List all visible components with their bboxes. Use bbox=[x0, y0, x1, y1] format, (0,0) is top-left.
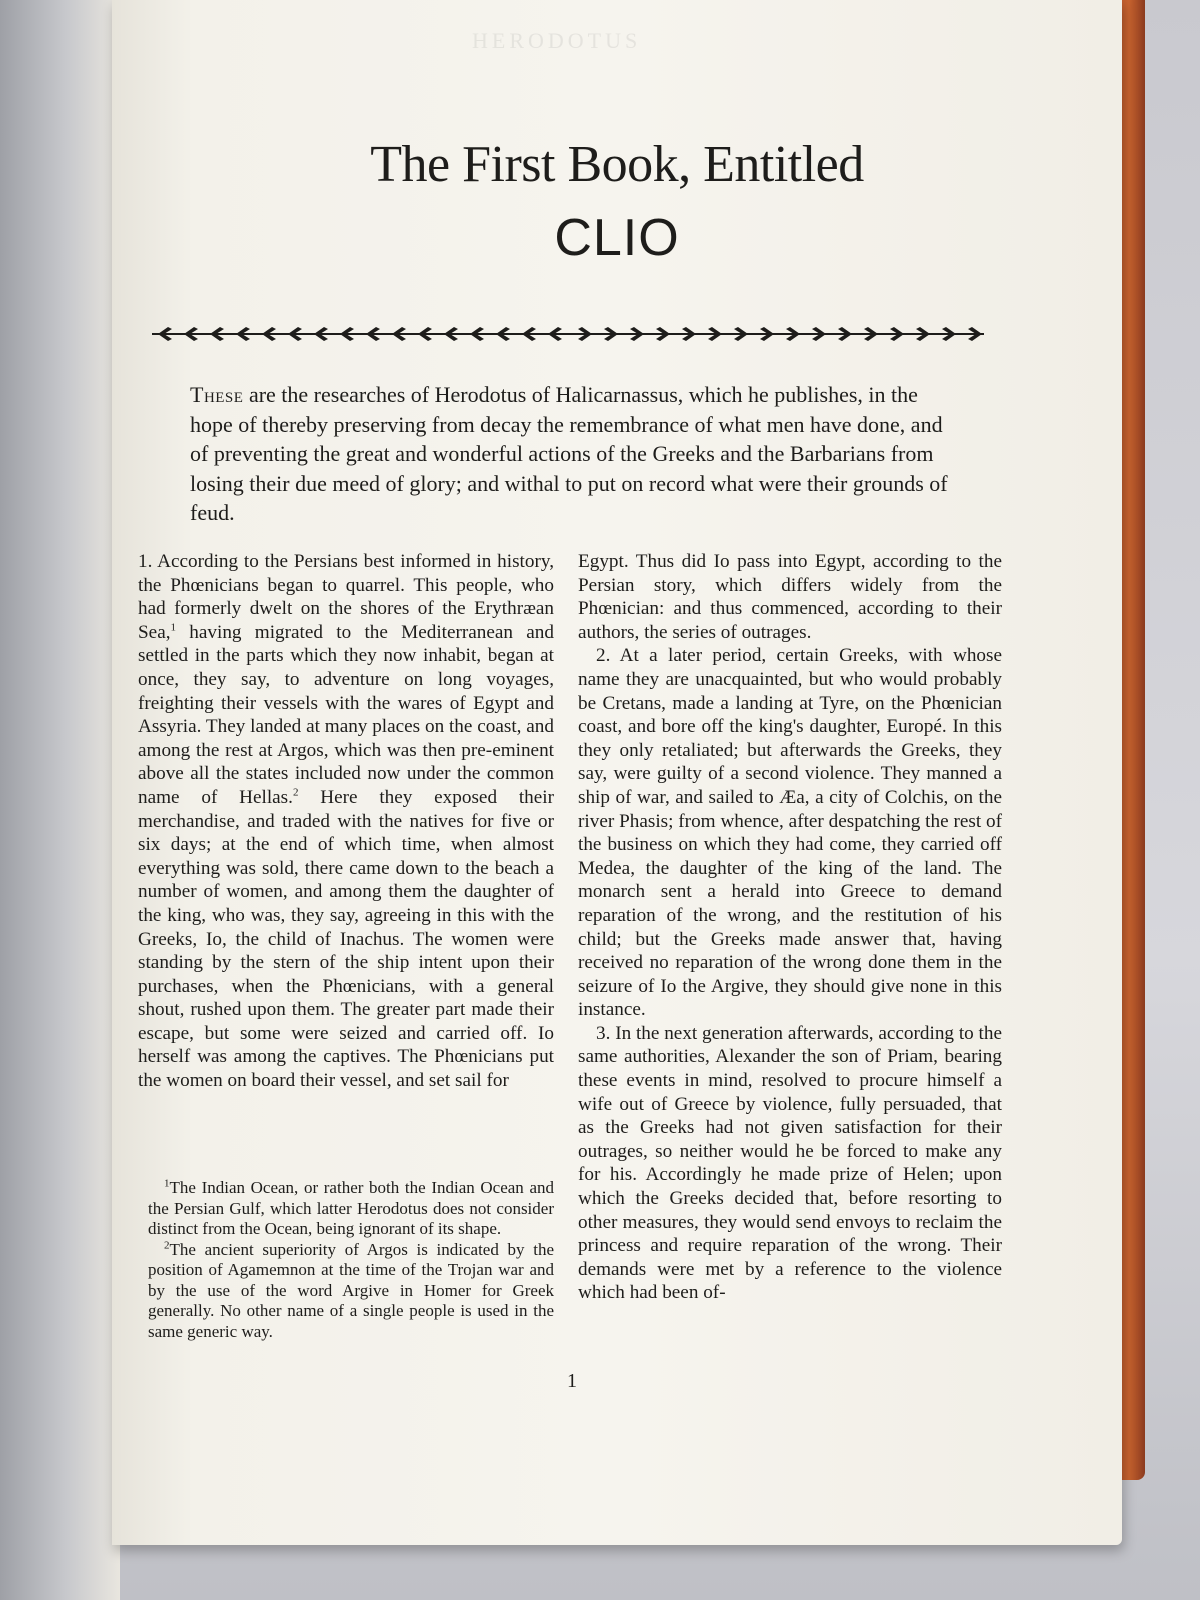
footnote-ref-1: 1 bbox=[170, 621, 177, 634]
footnote-2-text: The ancient superiority of Argos is indicated by the position of Agamemnon at the time of the Trojan war and by the use of the word Argive in Homer for Greek generally. No other name of a single people is used in the same generic way. bbox=[148, 1239, 554, 1341]
book-page bbox=[112, 0, 1122, 1545]
section-1-paragraph bbox=[138, 550, 554, 1093]
intro-paragraph bbox=[190, 380, 960, 528]
section-1-continuation: Egypt. Thus did Io pass into Egypt, according to the Persian story, which differs widely from the Phœnician: and thus commenced, according to their authors, the series of outrages. bbox=[578, 551, 1002, 643]
intro-lead-word: These bbox=[190, 382, 244, 407]
footnotes bbox=[148, 1178, 554, 1342]
chapter-subtitle: CLIO bbox=[554, 209, 680, 267]
footnote-2 bbox=[148, 1240, 554, 1343]
right-column bbox=[578, 550, 1002, 1305]
footnote-ref-2: 2 bbox=[292, 786, 299, 799]
facing-page-edge bbox=[0, 0, 120, 1600]
bleed-through-running-head: HERODOTUS bbox=[472, 28, 642, 53]
intro-text: are the researches of Herodotus of Halicarnassus, which he publishes, in the hope of thereby preserving from decay the remembrance of what men have done, and of preventing the great and wonderful actions of the Greeks and the Barbarians from losing their due meed of glory; and withal to put on record what were their grounds of feud. bbox=[190, 382, 948, 525]
footnote-2-mark: 2 bbox=[164, 1238, 170, 1251]
section-1-text-b: having migrated to the Mediterranean and settled in the parts which they now inhabit, began at once, they say, to adventure on long voyages, freighting their vessels with the wares of Egypt and Assyria. They landed at many places on the coast, and among the rest at Argos, which was then pre-eminent above all the states included now under the common name of Hellas. bbox=[138, 621, 554, 808]
page-number: 1 bbox=[567, 1370, 577, 1392]
section-1-text-a: 1. According to the Persians best informed in history, the Phœnicians began to quarrel. This people, who had formerly dwelt on the shores of the Erythræan Sea, bbox=[138, 551, 554, 643]
footnote-1 bbox=[148, 1178, 554, 1240]
laurel-vine-ornament-icon bbox=[148, 322, 988, 346]
section-2-paragraph: 2. At a later period, certain Greeks, with whose name they are unacquainted, but who would probably be Cretans, made a landing at Tyre, on the Phœnician coast, and bore off the king's daughter, Europé. In this they only retaliated; but afterwards the Greeks, they say, were guilty of a second violence. They manned a ship of war, and sailed to Æa, a city of Colchis, on the river Phasis; from whence, after despatching the rest of the business on which they had come, they carried off Medea, the daughter of the king of the land. The monarch sent a herald into Greece to demand reparation of the wrong, and the restitution of his child; but the Greeks made answer that, having received no reparation of the wrong done them in the seizure of Io the Argive, they should give none in this instance. bbox=[578, 645, 1002, 1021]
chapter-title: The First Book, Entitled bbox=[370, 136, 864, 193]
section-3-paragraph: 3. In the next generation afterwards, according to the same authorities, Alexander the son of Priam, bearing these events in mind, resolved to procure himself a wife out of Greece by violence, fully persuaded, that as the Greeks had not given satisfaction for their outrages, so neither would he be forced to make any for his. Accordingly he made prize of Helen; upon which the Greeks decided that, before resorting to other measures, they would send envoys to reclaim the princess and require reparation of the wrong. Their demands were met by a reference to the violence which had been of- bbox=[578, 1022, 1002, 1304]
footnote-1-text: The Indian Ocean, or rather both the Indian Ocean and the Persian Gulf, which latter Herodotus does not consider distinct from the Ocean, being ignorant of its shape. bbox=[148, 1178, 554, 1238]
footnote-1-mark: 1 bbox=[164, 1177, 170, 1190]
section-1-text-c: Here they exposed their merchandise, and traded with the natives for five or six days; at the end of which time, when almost everything was sold, there came down to the beach a number of women, and among them the daughter of the king, who was, they say, agreeing in this with the Greeks, Io, the child of Inachus. The women were standing by the stern of the ship intent upon their purchases, when the Phœnicians, with a general shout, rushed upon them. The greater part made their escape, but some were seized and carried off. Io herself was among the captives. The Phœnicians put the women on board their vessel, and set sail for bbox=[138, 786, 554, 1092]
left-column bbox=[138, 550, 554, 1093]
